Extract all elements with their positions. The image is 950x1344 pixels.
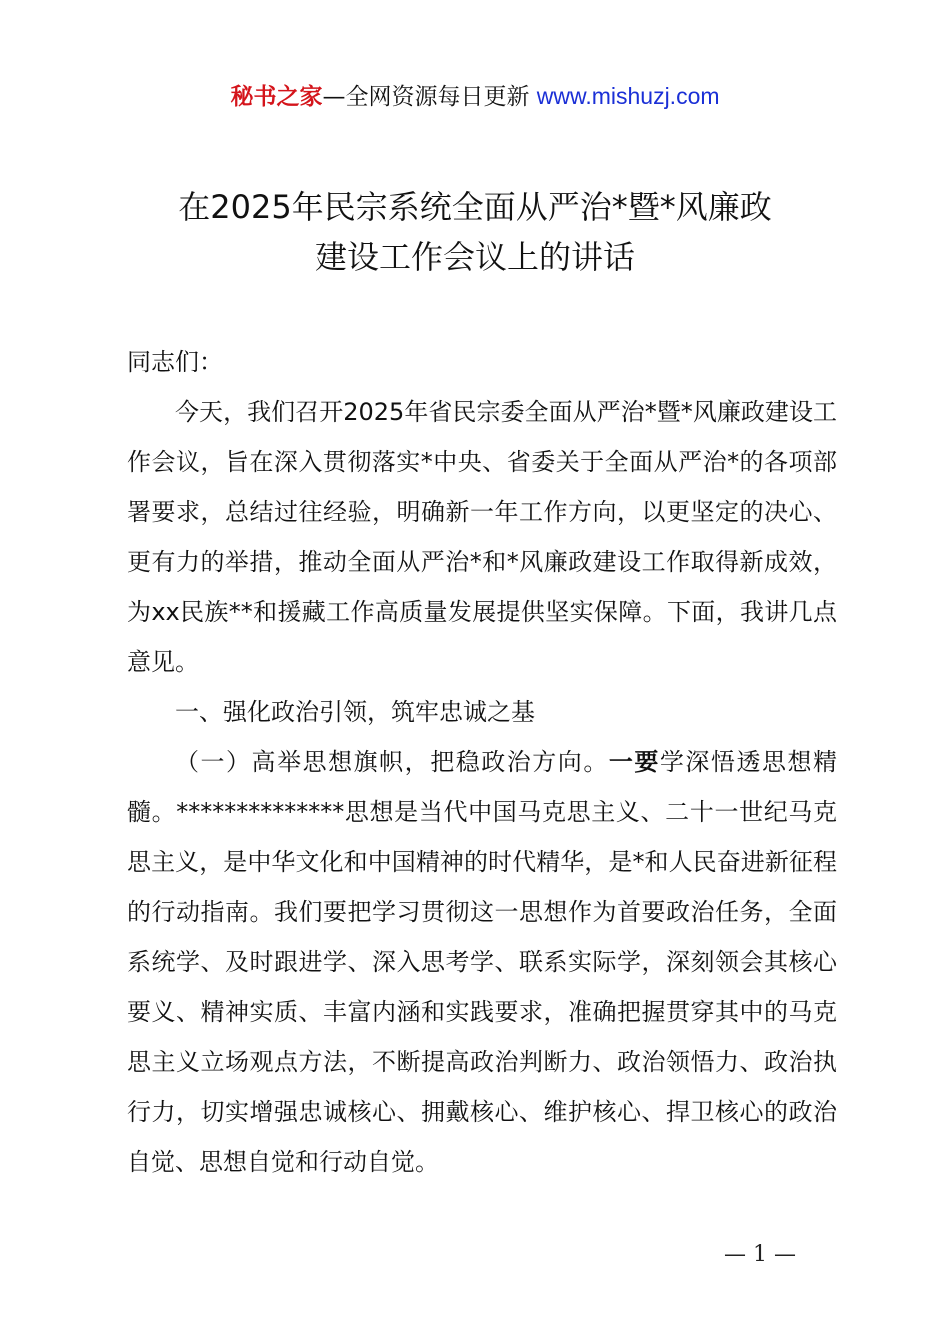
subsection-paragraph xyxy=(127,737,837,1187)
intro-paragraph: 今天，我们召开2025年省民宗委全面从严治*暨*风廉政建设工作会议，旨在深入贯彻落实*中央、省委关于全面从严治*的各项部署要求，总结过往经验，明确新一年工作方向，以更坚定的决心、更有力的举措，推动全面从严治*和*风廉政建设工作取得新成效，为xx民族**和援藏工作高质量发展提供坚实保障。下面，我讲几点意见。 xyxy=(127,398,837,676)
subsection-body: 学深悟透思想精髓。**************思想是当代中国马克思主义、二十一世纪马克思主义，是中华文化和中国精神的时代精华，是*和人民奋进新征程的行动指南。我们要把学习贯彻这一思想作为首要政治任务，全面系统学、及时跟进学、深入思考学、联系实际学，深刻领会其核心要义、精神实质、丰富内涵和实践要求，准确把握贯穿其中的马克思主义立场观点方法，不断提高政治判断力、政治领悟力、政治执行力，切实增强忠诚核心、拥戴核心、维护核心、捍卫核心的政治自觉、思想自觉和行动自觉。 xyxy=(127,748,838,1176)
brand-name: 秘书之家 xyxy=(230,84,323,110)
header-banner xyxy=(0,80,950,113)
document-body xyxy=(127,337,837,1187)
document-title xyxy=(60,182,890,282)
title-line-2: 建设工作会议上的讲话 xyxy=(314,238,635,276)
header-tagline: —全网资源每日更新 xyxy=(322,84,530,110)
page-number: — 1 — xyxy=(724,1242,796,1267)
salutation: 同志们： xyxy=(127,348,223,376)
site-link[interactable]: www.mishuzj.com xyxy=(536,83,720,109)
subsection-heading: （一）高举思想旗帜，把稳政治方向。 xyxy=(175,748,609,776)
title-line-1: 在2025年民宗系统全面从严治*暨*风廉政 xyxy=(178,188,772,226)
section-heading: 一、强化政治引领，筑牢忠诚之基 xyxy=(175,698,535,726)
subsection-lead: 一要 xyxy=(608,748,660,776)
